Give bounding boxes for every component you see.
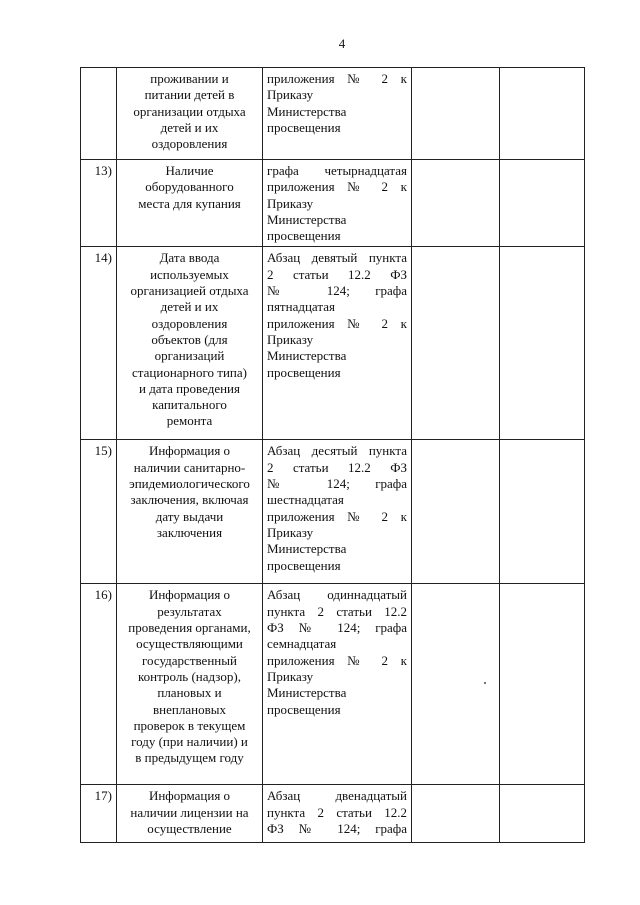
indicator-name-line: осуществление (147, 821, 232, 837)
table-row (81, 247, 585, 440)
legal-source-line: пункта 2 статьи 12.2 (267, 603, 407, 619)
indicator-name-line: питании детей в (144, 87, 235, 103)
legal-source-line: просвещения (267, 364, 341, 380)
indicator-name-cell (117, 68, 263, 160)
indicator-name-line: детей и их (160, 299, 219, 315)
indicator-name-line: заключения, включая (130, 492, 249, 508)
legal-source-line: приложения № 2 к (267, 508, 407, 524)
legal-source-line: графа четырнадцатая (267, 163, 407, 178)
indicator-name-line: в предыдущем году (135, 750, 244, 766)
legal-source-line: Министерства (267, 211, 347, 227)
empty-cell (412, 785, 500, 843)
indicator-name-line: детей и их (160, 119, 219, 135)
indicator-name-line: организаций (154, 348, 225, 364)
indicator-name-line: проведения органами, (128, 620, 251, 636)
legal-source-line: 2 статьи 12.2 ФЗ (267, 266, 407, 282)
indicator-name-line: стационарного типа) (132, 364, 247, 380)
indicator-name-line: Информация о (148, 443, 231, 459)
indicator-name-cell (117, 584, 263, 785)
legal-source-cell (263, 160, 412, 247)
legal-source-line: приложения № 2 к (267, 315, 407, 331)
legal-source-cell (263, 247, 412, 440)
legal-source-line: Приказу (267, 87, 314, 103)
indicator-name-line: проверок в текущем (133, 717, 246, 733)
row-number: 13) (94, 163, 112, 178)
indicator-name-line: государственный (142, 652, 237, 668)
legal-source-cell (263, 584, 412, 785)
empty-cell (500, 584, 585, 785)
empty-cell (412, 584, 500, 785)
indicator-name-line: организации отдыха (133, 103, 246, 119)
empty-cell (412, 440, 500, 584)
indicator-name-line: оборудованного (145, 179, 234, 195)
legal-source-line: просвещения (267, 119, 341, 135)
indicator-name-cell (117, 440, 263, 584)
legal-source-line: приложения № 2 к (267, 652, 407, 668)
indicator-name-line: дату выдачи (155, 508, 224, 524)
table-row (81, 785, 585, 843)
indicator-name-line: места для купания (138, 195, 241, 211)
indicator-name-line: проживании и (150, 71, 229, 86)
indicator-name-line: году (при наличии) и (131, 734, 248, 750)
legal-source-line: приложения № 2 к (267, 71, 407, 86)
legal-source-line: Абзац девятый пункта (267, 250, 407, 266)
table-row (81, 68, 585, 160)
legal-source-line: 2 статьи 12.2 ФЗ (267, 459, 407, 475)
empty-cell (500, 440, 585, 584)
legal-source-line: приложения № 2 к (267, 179, 407, 195)
indicator-name-line: используемых (150, 266, 229, 282)
table-body (81, 68, 585, 843)
empty-cell (500, 785, 585, 843)
indicator-name-cell (117, 160, 263, 247)
row-number: 17) (94, 788, 112, 804)
legal-source-line: просвещения (267, 557, 341, 573)
legal-source-line: Абзац двенадцатый (267, 788, 407, 804)
indicator-name-line: осуществляющими (136, 636, 243, 652)
legal-source-line: просвещения (267, 701, 341, 717)
indicator-name-line: контроль (надзор), (138, 668, 241, 684)
indicator-name-line: объектов (для (151, 331, 228, 347)
empty-cell (500, 247, 585, 440)
legal-source-cell (263, 440, 412, 584)
indicator-name-line: результатах (157, 603, 222, 619)
row-number-cell (81, 584, 117, 785)
legal-source-line: Приказу (267, 195, 314, 211)
row-number: 15) (94, 443, 112, 459)
scan-speck (484, 682, 486, 684)
row-number-cell (81, 785, 117, 843)
legal-source-cell (263, 68, 412, 160)
page-number: 4 (338, 36, 346, 51)
legal-source-line: Приказу (267, 331, 314, 347)
legal-source-line: пункта 2 статьи 12.2 (267, 804, 407, 820)
indicator-name-cell (117, 785, 263, 843)
empty-cell (500, 68, 585, 160)
indicator-name-line: наличии санитарно- (133, 459, 246, 475)
indicator-name-line: оздоровления (151, 315, 228, 331)
legal-source-line: № 124; графа (267, 476, 407, 492)
row-number-cell (81, 440, 117, 584)
indicator-name-line: заключения (156, 524, 223, 540)
legal-source-line: Приказу (267, 668, 314, 684)
indicator-name-cell (117, 247, 263, 440)
indicator-name-line: наличии лицензии на (130, 804, 249, 820)
indicator-name-line: организацией отдыха (130, 283, 249, 299)
legal-source-line: ФЗ № 124; графа (267, 620, 407, 636)
indicator-name-line: и дата проведения (138, 380, 240, 396)
legal-source-line: Министерства (267, 685, 347, 701)
legal-source-line: Министерства (267, 103, 347, 119)
indicator-name-line: Дата ввода (159, 250, 220, 266)
indicator-name-line: эпидемиологического (129, 476, 250, 492)
row-number-cell (81, 68, 117, 160)
indicator-name-line: ремонта (166, 413, 213, 429)
indicator-name-line: Информация о (148, 587, 231, 603)
table-row (81, 160, 585, 247)
legal-source-line: семнадцатая (267, 636, 337, 652)
indicator-name-line: внеплановых (153, 701, 226, 717)
legal-source-line: № 124; графа (267, 283, 407, 299)
row-number: 14) (94, 250, 112, 266)
legal-source-line: пятнадцатая (267, 299, 335, 315)
row-number: 16) (94, 587, 112, 603)
legal-source-line: Абзац десятый пункта (267, 443, 407, 459)
legal-source-line: ФЗ № 124; графа (267, 821, 407, 837)
indicator-name-line: капитального (152, 397, 227, 413)
table-row (81, 584, 585, 785)
row-number-cell (81, 160, 117, 247)
table-row (81, 440, 585, 584)
legal-source-line: просвещения (267, 228, 341, 244)
legal-source-line: Министерства (267, 541, 347, 557)
indicator-name-line: Информация о (148, 788, 231, 804)
legal-source-cell (263, 785, 412, 843)
indicator-name-line: оздоровления (151, 136, 228, 152)
legal-source-line: Министерства (267, 348, 347, 364)
empty-cell (412, 160, 500, 247)
document-table (80, 67, 585, 843)
legal-source-line: Приказу (267, 524, 314, 540)
empty-cell (500, 160, 585, 247)
empty-cell (412, 247, 500, 440)
indicator-name-line: плановых и (157, 685, 222, 701)
empty-cell (412, 68, 500, 160)
legal-source-line: шестнадцатая (267, 492, 344, 508)
legal-source-line: Абзац одиннадцатый (267, 587, 407, 603)
row-number-cell (81, 247, 117, 440)
indicator-name-line: Наличие (165, 163, 214, 178)
